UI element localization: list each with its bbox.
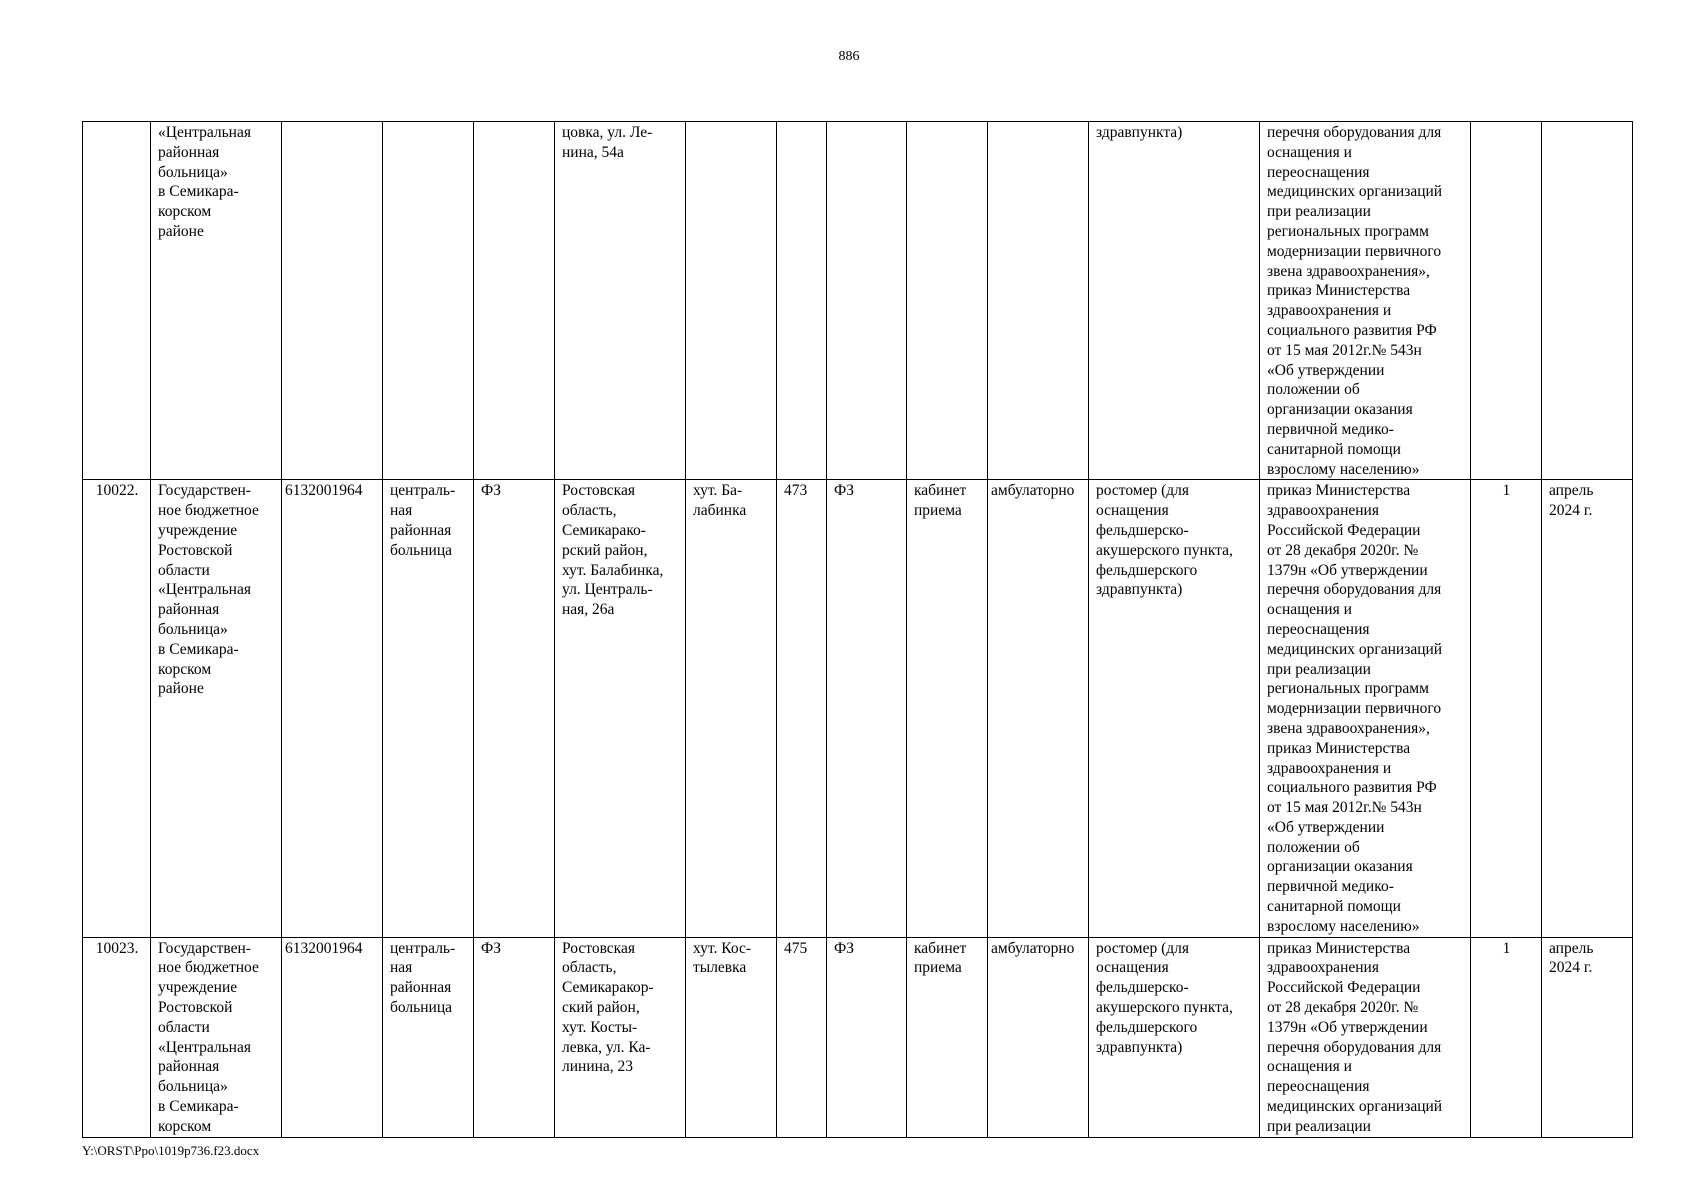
- cell-code: [777, 122, 827, 480]
- cell-room: [907, 122, 988, 480]
- cell-code: 473: [777, 480, 827, 937]
- cell-organization: «Центральная районная больница» в Семикара- корском районе: [151, 122, 282, 480]
- cell-code: 475: [777, 937, 827, 1137]
- cell-room: кабинет приема: [907, 937, 988, 1137]
- cell-quantity: [1471, 122, 1542, 480]
- cell-settlement: хут. Ба- лабинка: [686, 480, 777, 937]
- cell-term: апрель 2024 г.: [1542, 480, 1633, 937]
- table-row-continuation: [83, 122, 1633, 480]
- cell-equipment: ростомер (для оснащения фельдшерско- акушерского пункта, фельдшерского здравпункта): [1089, 937, 1260, 1137]
- page-number: 886: [838, 49, 860, 64]
- cell-org-type: централь- ная районная больница: [383, 937, 474, 1137]
- cell-number: 10022.: [83, 480, 151, 937]
- cell-unit-type: ФЗ: [827, 480, 907, 937]
- table-row: [83, 937, 1633, 1137]
- cell-term: [1542, 122, 1633, 480]
- cell-organization: Государствен- ное бюджетное учреждение Ростовской области «Центральная районная больница» в Семикара- корском: [151, 937, 282, 1137]
- cell-basis: перечня оборудования для оснащения и переоснащения медицинских организаций при реализации региональных программ модернизации первичного звена здравоохранения», приказ Министерства здравоохранения и социального развития РФ от 15 мая 2012г.№ 543н «Об утверждении положении об организации оказания первичной медико- санитарной помощи взрослому населению»: [1260, 122, 1471, 480]
- cell-number: [83, 122, 151, 480]
- cell-basis: приказ Министерства здравоохранения Российской Федерации от 28 декабря 2020г. № 1379н «Об утверждении перечня оборудования для оснащения и переоснащения медицинских организаций при реализации региональных программ модернизации первичного звена здравоохранения», приказ Министерства здравоохранения и социального развития РФ от 15 мая 2012г.№ 543н «Об утверждении положении об организации оказания первичной медико- санитарной помощи взрослому населению»: [1260, 480, 1471, 937]
- cell-number: 10023.: [83, 937, 151, 1137]
- cell-category: ФЗ: [474, 480, 555, 937]
- cell-category: [474, 122, 555, 480]
- cell-inn: [282, 122, 383, 480]
- cell-unit-type: ФЗ: [827, 937, 907, 1137]
- cell-care-type: амбулаторно: [988, 480, 1089, 937]
- cell-settlement: [686, 122, 777, 480]
- cell-unit-type: [827, 122, 907, 480]
- cell-quantity: 1: [1471, 480, 1542, 937]
- cell-org-type: [383, 122, 474, 480]
- cell-organization: Государствен- ное бюджетное учреждение Ростовской области «Центральная районная больница» в Семикара- корском районе: [151, 480, 282, 937]
- cell-room: кабинет приема: [907, 480, 988, 937]
- cell-basis: приказ Министерства здравоохранения Российской Федерации от 28 декабря 2020г. № 1379н «Об утверждении перечня оборудования для оснащения и переоснащения медицинских организаций при реализации: [1260, 937, 1471, 1137]
- cell-term: апрель 2024 г.: [1542, 937, 1633, 1137]
- cell-inn: 6132001964: [282, 937, 383, 1137]
- cell-inn: 6132001964: [282, 480, 383, 937]
- cell-quantity: 1: [1471, 937, 1542, 1137]
- cell-address: цовка, ул. Ле- нина, 54а: [555, 122, 686, 480]
- cell-address: Ростовская область, Семикаракор- ский район, хут. Косты- левка, ул. Ка- линина, 23: [555, 937, 686, 1137]
- cell-settlement: хут. Кос- тылевка: [686, 937, 777, 1137]
- cell-care-type: амбулаторно: [988, 937, 1089, 1137]
- cell-org-type: централь- ная районная больница: [383, 480, 474, 937]
- cell-equipment: здравпункта): [1089, 122, 1260, 480]
- cell-category: ФЗ: [474, 937, 555, 1137]
- cell-care-type: [988, 122, 1089, 480]
- cell-address: Ростовская область, Семикарако- рский район, хут. Балабинка, ул. Централь- ная, 26а: [555, 480, 686, 937]
- equipment-table: [82, 121, 1633, 1138]
- footer-file-path: Y:\ORST\Ppo\1019p736.f23.docx: [82, 1143, 260, 1158]
- table-row: [83, 480, 1633, 937]
- cell-equipment: ростомер (для оснащения фельдшерско- акушерского пункта, фельдшерского здравпункта): [1089, 480, 1260, 937]
